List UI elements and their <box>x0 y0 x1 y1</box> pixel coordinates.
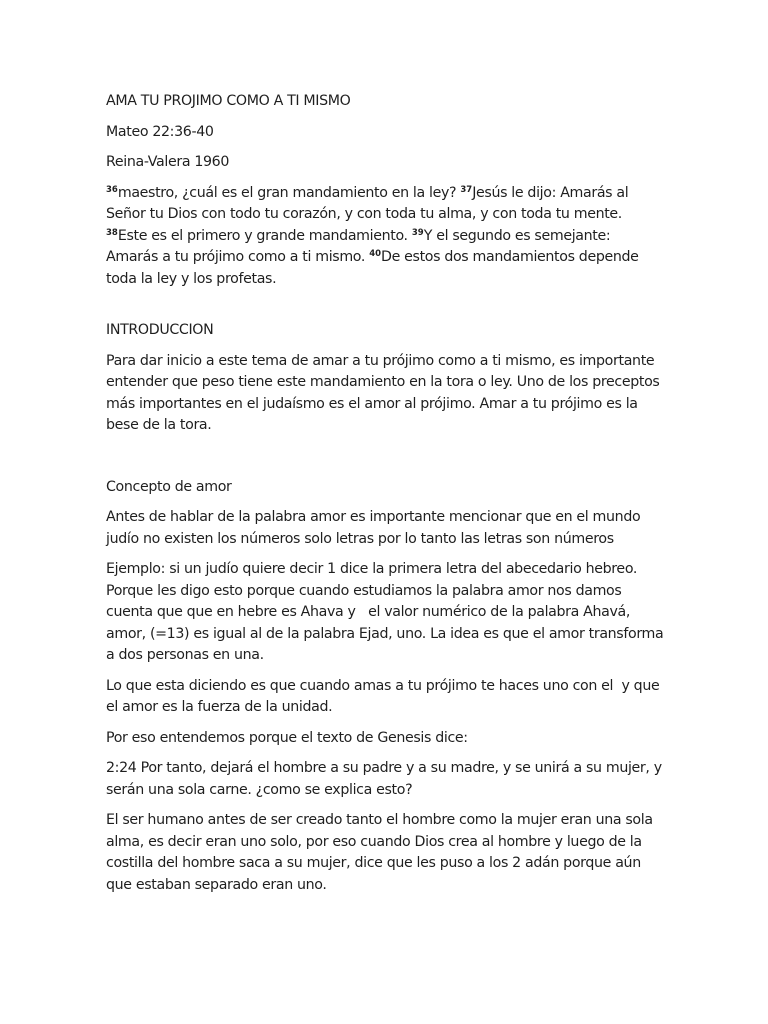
intro-heading: INTRODUCCION <box>106 322 214 338</box>
verse-number: 37 <box>460 184 473 195</box>
bible-version: Reina-Valera 1960 <box>106 154 230 170</box>
verse-number: 39 <box>411 227 424 238</box>
body-paragraph: 2:24 Por tanto, dejará el hombre a su padre y a su madre, y se unirá a su mujer, y serán una sola carne. ¿como se explica esto? <box>106 760 666 798</box>
verse-text: Este es el primero y grande mandamiento. <box>117 227 412 244</box>
body-paragraph: Ejemplo: si un judío quiere decir 1 dice la primera letra del abecedario hebreo. Porque les digo esto porque cuando estudiamos la palabra amor nos damos cuenta que que en hebre es Ahava y el valor numérico de la palabra Ahavá, amor, (=13) es igual al de la palabra Ejad, uno. La idea es que el amor transforma a dos personas en una. <box>106 561 668 663</box>
verse-text: maestro, ¿cuál es el gran mandamiento en la ley? <box>117 184 461 201</box>
document-title: AMA TU PROJIMO COMO A TI MISMO <box>106 93 351 109</box>
body-paragraph: Por eso entendemos porque el texto de Genesis dice: <box>106 729 468 746</box>
document-page <box>106 91 666 905</box>
verse-number: 36 <box>106 184 118 195</box>
body-paragraph: Antes de hablar de la palabra amor es importante mencionar que en el mundo judío no existen los números solo letras por lo tanto las letras son números <box>106 509 645 547</box>
verse-number: 40 <box>369 249 382 259</box>
concept-heading: Concepto de amor <box>106 478 232 495</box>
body-paragraph: El ser humano antes de ser creado tanto el hombre como la mujer eran una sola alma, es decir eran uno solo, por eso cuando Dios crea al hombre y luego de la costilla del hombre saca a su mujer, dice que les puso a los 2 adán porque aún que estaban separado eran uno. <box>106 812 657 893</box>
scripture-passage <box>106 183 666 291</box>
verse-number: 38 <box>106 227 118 238</box>
verse-text: Y el segundo es semejante: Amarás a tu prójimo como a ti mismo. <box>106 227 615 265</box>
body-paragraph: Lo que esta diciendo es que cuando amas a tu prójimo te haces uno con el y que el amor es la fuerza de la unidad. <box>106 677 664 715</box>
verse-text: Jesús le dijo: Amarás al Señor tu Dios con todo tu corazón, y con toda tu alma, y con toda tu mente. <box>106 184 633 222</box>
scripture-reference: Mateo 22:36-40 <box>106 123 214 140</box>
intro-paragraph: Para dar inicio a este tema de amar a tu prójimo como a ti mismo, es importante entender que peso tiene este mandamiento en la tora o ley. Uno de los preceptos más importantes en el judaísmo es el amor al prójimo. Amar a tu prójimo es la bese de la tora. <box>106 352 664 433</box>
verse-text: De estos dos mandamientos depende toda la ley y los profetas. <box>106 249 643 287</box>
